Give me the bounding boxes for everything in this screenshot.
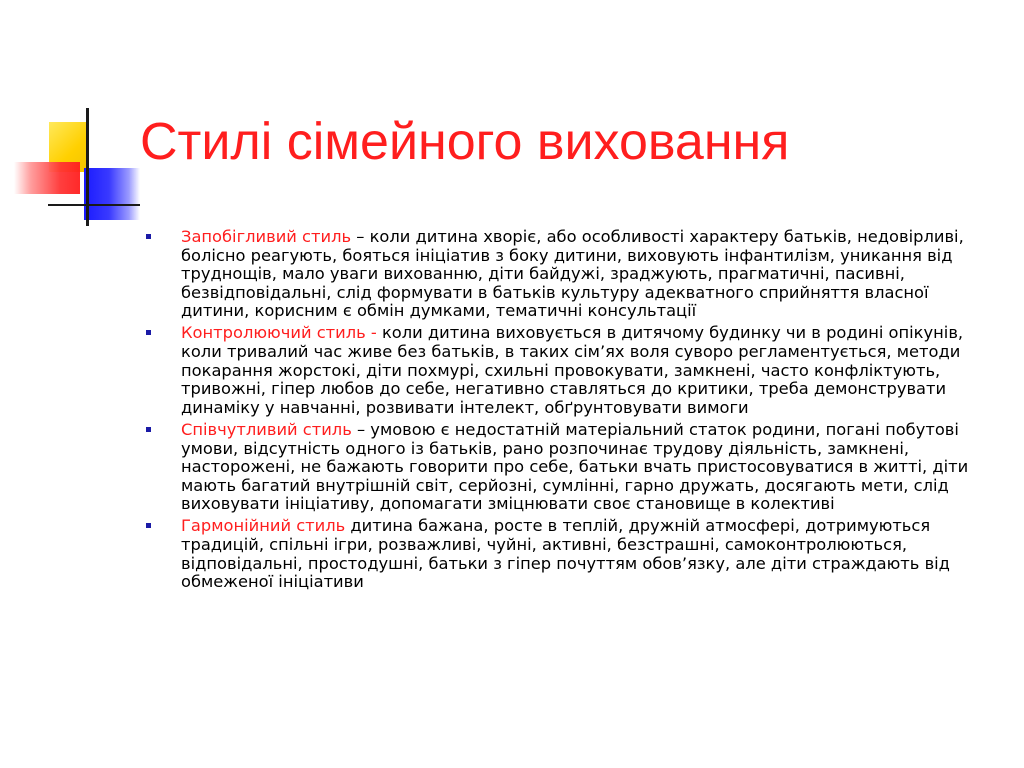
- list-item: [140, 421, 1000, 514]
- style-term: Запобігливий стиль: [181, 227, 352, 246]
- square-bullet-icon: [146, 234, 151, 239]
- list-item: [140, 517, 1000, 591]
- square-bullet-icon: [146, 523, 151, 528]
- decorative-logo: [0, 0, 140, 240]
- style-term: Співчутливий стиль: [181, 419, 352, 439]
- slide-title: Стилі сімейного виховання: [140, 113, 790, 171]
- style-term: Гармонійний стиль: [181, 516, 346, 536]
- style-term: Контролюючий стиль -: [181, 323, 382, 343]
- square-bullet-icon: [146, 427, 151, 432]
- list-item: [140, 228, 1000, 321]
- list-item: [140, 324, 1000, 417]
- style-description: – умовою є недостатній матеріальний статок родини, погані побутові умови, відсутність одного із батьків, рано розпочинає трудову діяльність, замкнені, насторожені, не бажають говорити про себе, батьки вчать пристосовуватися в житті, діти мають багатий внутрішній світ, серйозні, сумлінні, гарно дружать, досягають мети, слід виховувати ініціативу, допомагати зміцнювати своє становище в колективі: [181, 419, 969, 514]
- style-description: – коли дитина хворіє, або особливості характеру батьків, недовірливі, болісно реагують, бояться ініціатив з боку дитини, виховують інфантилізм, уникання від труднощів, мало уваги вихованню, діти байдужі, зраджують, прагматичні, пасивні, безвідповідальні, слід формувати в батьків культуру адекватного сприйняття власної дитини, корисним є обмін думками, тематичні консультації: [181, 227, 964, 321]
- style-description: коли дитина виховується в дитячому будинку чи в родині опікунів, коли тривалий час живе без батьків, в таких сім’ях воля суворо регламентується, методи покарання жорстокі, діти похмурі, схильні провокувати, замкнені, часто конфліктують, тривожні, гіпер любов до себе, негативно ставляться до критики, треба демонструвати динаміку у навчанні, розвивати інтелект, обґрунтовувати вимоги: [181, 323, 964, 417]
- horizontal-line-decoration: [48, 204, 140, 206]
- bullet-list: [140, 228, 1000, 595]
- style-description: дитина бажана, росте в теплій, дружній атмосфері, дотримуються традицій, спільні ігри, розважливі, чуйні, активні, безстрашні, самоконтролюються, відповідальні, простодушні, батьки з гіпер почуттям обов’язку, але діти страждають від обмеженої ініціативи: [181, 516, 950, 592]
- vertical-line-decoration: [86, 108, 89, 226]
- red-square-decoration: [14, 162, 80, 194]
- blue-square-decoration: [84, 168, 140, 220]
- square-bullet-icon: [146, 330, 151, 335]
